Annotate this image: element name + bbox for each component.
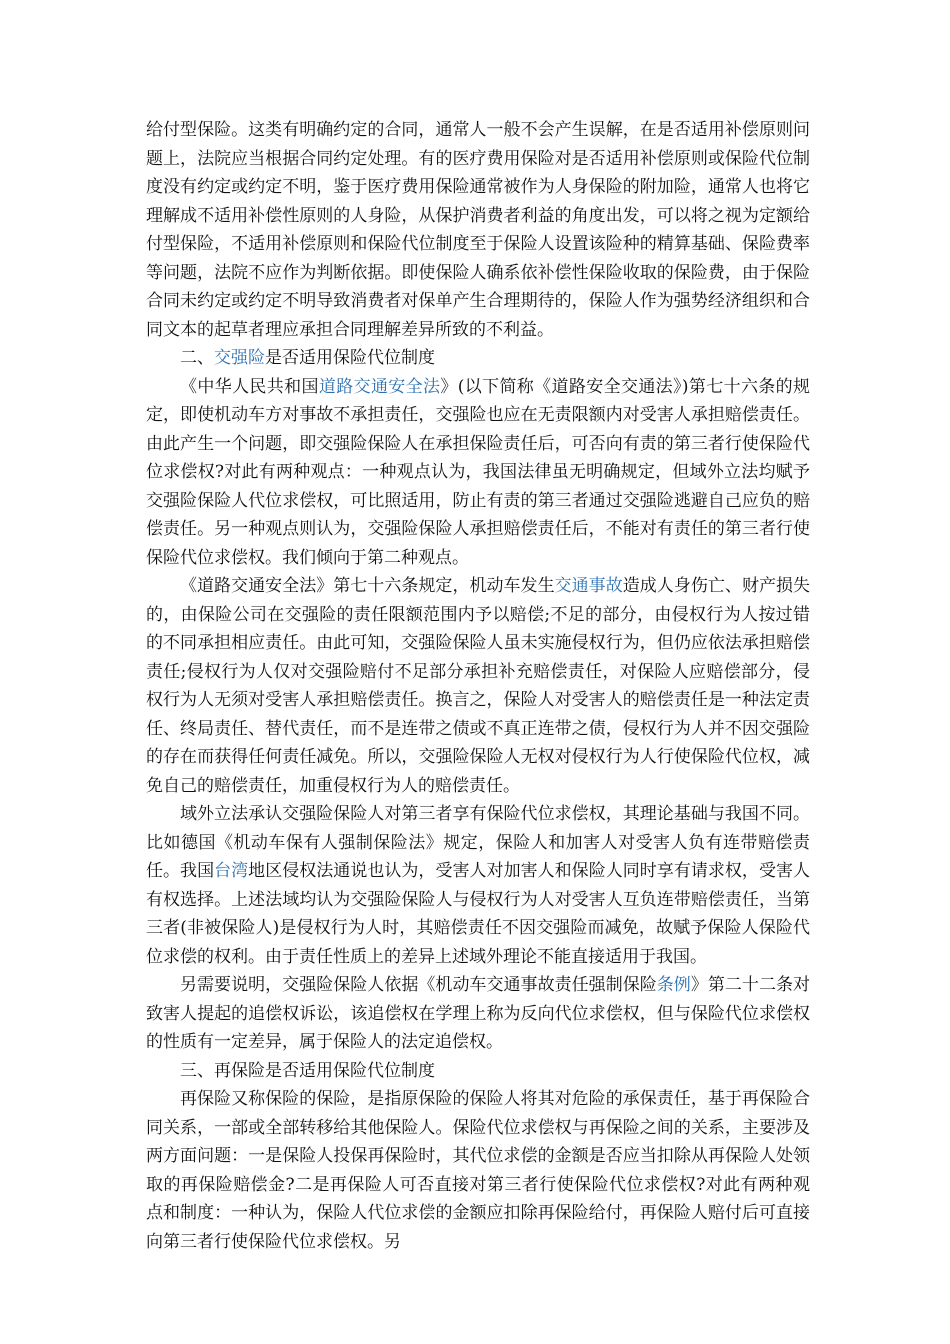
section-heading-3 xyxy=(146,1057,810,1086)
paragraph-1 xyxy=(146,116,810,344)
link-road-traffic-safety-law[interactable]: 道路交通安全法 xyxy=(318,376,441,397)
section-heading-2 xyxy=(146,344,810,373)
link-jiaoqiangxian[interactable]: 交强险 xyxy=(214,348,265,368)
paragraph-text: 给付型保险。这类有明确约定的合同，通常人一般不会产生误解，在是否适用补偿原则问题上，法院应当根据合同约定处理。有的医疗费用保险对是否适用补偿原则或保险代位制度没有约定或约定不明，鉴于医疗费用保险通常被作为人身保险的附加险，通常人也将它理解成不适用补偿性原则的人身险，从保护消费者利益的角度出发，可以将之视为定额给付型保险，不适用补偿原则和保险代位制度至于保险人设置该险种的精算基础、保险费率等问题，法院不应作为判断依据。即使保险人确系依补偿性保险收取的保险费，由于保险合同未约定或约定不明导致消费者对保单产生合理期待的，保险人作为强势经济组织和合同文本的起草者理应承担合同理解差异所致的不利益。 xyxy=(146,120,810,340)
paragraph-text: 地区侵权法通说也认为，受害人对加害人和保险人同时享有请求权，受害人有权选择。上述法域均认为交强险保险人与侵权行为人对受害人互负连带赔偿责任，当第三者(非被保险人)是侵权行为人时，其赔偿责任不因交强险而减免，故赋予保险人保险代位求偿的权利。由于责任性质上的差异上述域外理论不能直接适用于我国。 xyxy=(146,861,811,967)
heading-number: 二、 xyxy=(180,348,214,368)
paragraph-text: 》第二十二条对致害人提起的追偿权诉讼，该追偿权在学理上称为反向代位求偿权，但与保险代位求偿权的性质有一定差异，属于保险人的法定追偿权。 xyxy=(146,975,811,1052)
link-regulation[interactable]: 条例 xyxy=(656,975,691,995)
heading-text: 是否适用保险代位制度 xyxy=(265,348,435,368)
link-traffic-accident[interactable]: 交通事故 xyxy=(554,576,623,596)
paragraph-text: 》(以下简称《道路安全交通法》)第七十六条的规定，即使机动车方对事故不承担责任，交强险也应在无责限额内对受害人承担赔偿责任。由此产生一个问题，即交强险保险人在承担保险责任后，可否向有责的第三者行使保险代位求偿权?对此有两种观点：一种观点认为，我国法律虽无明确规定，但域外立法均赋予交强险保险人代位求偿权，可比照适用，防止有责的第三者通过交强险逃避自己应负的赔偿责任。另一种观点则认为，交强险保险人承担赔偿责任后，不能对有责任的第三者行使保险代位求偿权。我们倾向于第二种观点。 xyxy=(146,376,811,568)
paragraph-text: 再保险又称保险的保险，是指原保险的保险人将其对危险的承保责任，基于再保险合同关系，一部或全部转移给其他保险人。保险代位求偿权与再保险之间的关系，主要涉及两方面问题：一是保险人投保再保险时，其代位求偿的金额是否应当扣除从再保险人处领取的再保险赔偿金?二是再保险人可否直接对第三者行使保险代位求偿权?对此有两种观点和制度：一种认为，保险人代位求偿的金额应扣除再保险给付，再保险人赔付后可直接向第三者行使保险代位求偿权。另 xyxy=(146,1089,810,1252)
heading-text: 三、再保险是否适用保险代位制度 xyxy=(180,1060,435,1081)
link-taiwan[interactable]: 台湾 xyxy=(214,861,249,881)
paragraph-4 xyxy=(146,572,810,800)
paragraph-3 xyxy=(146,373,810,573)
paragraph-6 xyxy=(146,971,810,1057)
paragraph-text: 《中华人民共和国 xyxy=(180,376,319,397)
document-body xyxy=(146,116,810,1256)
paragraph-text: 造成人身伤亡、财产损失的，由保险公司在交强险的责任限额范围内予以赔偿;不足的部分，由侵权行为人按过错的不同承担相应责任。由此可知，交强险保险人虽未实施侵权行为，但仍应依法承担赔偿责任;侵权行为人仅对交强险赔付不足部分承担补充赔偿责任，对保险人应赔偿部分，侵权行为人无须对受害人承担赔偿责任。换言之，保险人对受害人的赔偿责任是一种法定责任、终局责任、替代责任，而不是连带之债或不真正连带之债，侵权行为人并不因交强险的存在而获得任何责任减免。所以，交强险保险人无权对侵权行为人行使保险代位权，减免自己的赔偿责任，加重侵权行为人的赔偿责任。 xyxy=(146,576,811,796)
paragraph-text: 域外立法承认交强险保险人对第三者享有保险代位求偿权，其理论基础与我国不同。比如德国《机动车保有人强制保险法》规定，保险人和加害人对受害人负有连带赔偿责任。我国 xyxy=(146,804,810,881)
paragraph-text: 另需要说明，交强险保险人依据《机动车交通事故责任强制保险 xyxy=(180,975,657,995)
paragraph-8 xyxy=(146,1085,810,1256)
paragraph-text: 《道路交通安全法》第七十六条规定，机动车发生 xyxy=(180,576,555,596)
paragraph-5 xyxy=(146,800,810,971)
